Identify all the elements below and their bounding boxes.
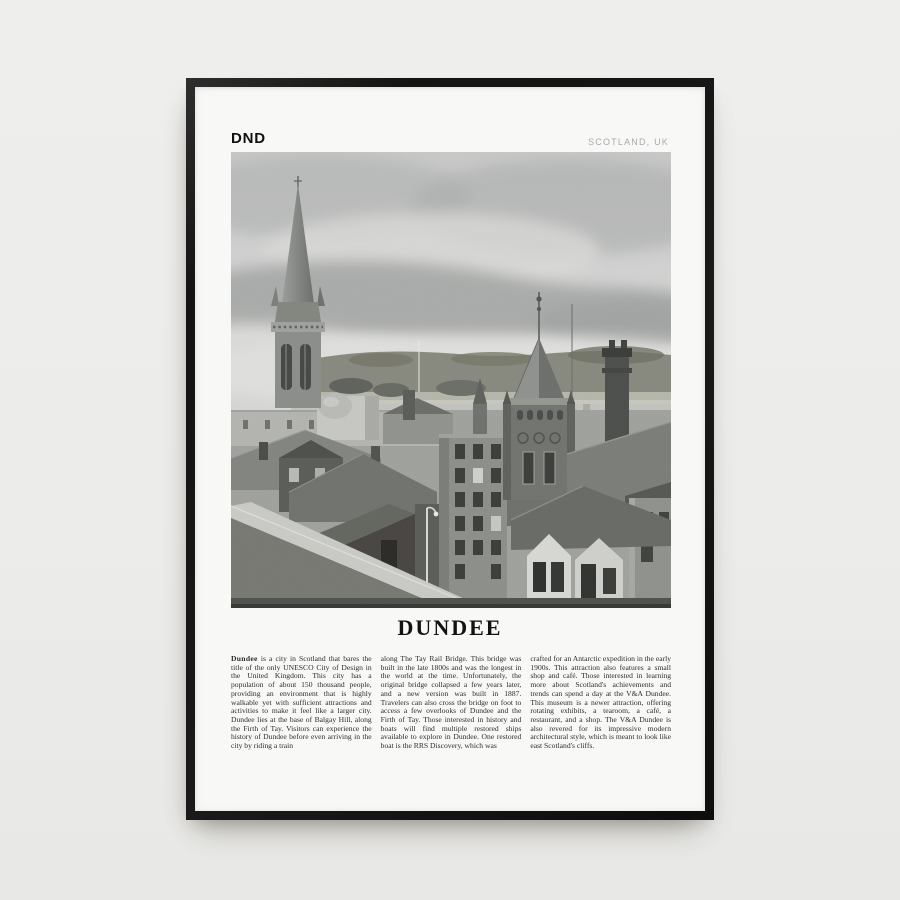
poster-brand-code: DND: [231, 130, 266, 147]
picture-frame: [186, 78, 714, 820]
body-column-3: crafted for an Antarctic expedition in the early 1900s. This attraction also features a small shop and café. Those interested in learning more about Scotland's achievements and trends can spend a day at the V&A Dundee. This museum is a newer attraction, offering rotating exhibits, a tearoom, a café, a restaurant, and a shop. The V&A Dundee is also revered for its impressive modern architectural style, which is meant to look like east Scotland's cliffs.: [530, 654, 672, 751]
lead-word: Dundee: [231, 654, 258, 663]
poster-body-text: [231, 655, 671, 751]
film-grain-texture: [231, 152, 671, 608]
poster: [195, 87, 705, 811]
body-column-1-text: is a city in Scotland that bares the title of the only UNESCO City of Design in the United Kingdom. This city has a population of about 150 thousand people, providing an environment that is highly walkable yet with sufficient attractions and activities to make it feel like a larger city. Dundee lies at the base of Balgay Hill, along the Firth of Tay. Visitors can experience the history of Dundee before even arriving in the city by riding a train: [231, 654, 372, 751]
body-column-1: [231, 655, 372, 751]
poster-location-label: SCOTLAND, UK: [588, 137, 669, 147]
dundee-photo: [231, 152, 671, 608]
body-column-2: along The Tay Rail Bridge. This bridge was built in the late 1800s and was the longest in the world at the time. Unfortunately, the original bridge collapsed a few years later, and a new version was built in 1887. Travelers can also cross the bridge on foot to access a few overlooks of Dundee and the Firth of Tay. Those interested in history and boats will find multiple restored ships available to explore in Dundee. One restored boat is the RRS Discovery, which was: [380, 654, 522, 751]
poster-title: DUNDEE: [397, 615, 503, 640]
